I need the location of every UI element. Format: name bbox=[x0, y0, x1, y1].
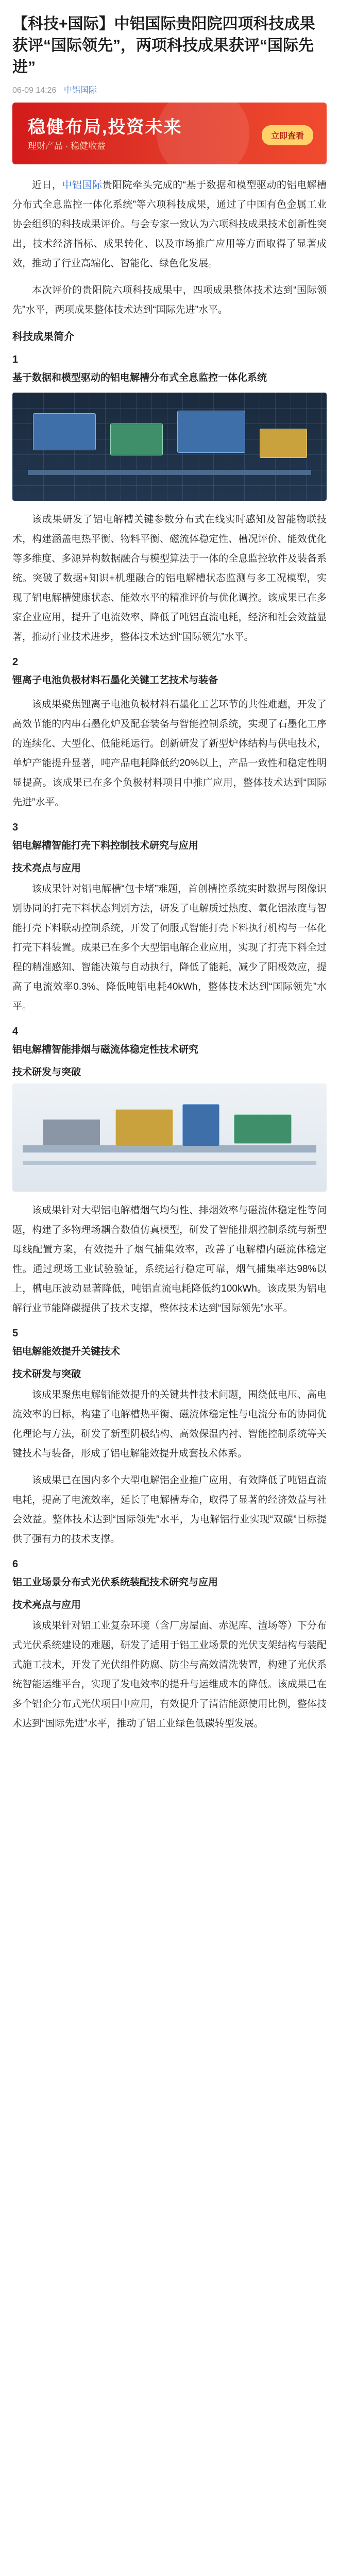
intro-paragraph-2: 本次评价的贵阳院六项科技成果中，四项成果整体技术达到“国际领先”水平，两项成果整体技术达到“国际先进”水平。 bbox=[12, 285, 327, 315]
article-meta bbox=[12, 83, 327, 95]
section-number-2: 2 bbox=[12, 656, 19, 668]
article-title: 【科技+国际】中铝国际贵阳院四项科技成果获评“国际领先”，两项科技成果获评“国际先进” bbox=[12, 15, 315, 76]
ad-banner[interactable] bbox=[12, 103, 327, 164]
section-number-1: 1 bbox=[12, 354, 19, 365]
section-number-3: 3 bbox=[12, 822, 19, 833]
section-heading-6: 铝工业场景分布式光伏系统装配技术研究与应用 bbox=[12, 1577, 218, 1588]
section-5-subheading: 技术研发与突破 bbox=[12, 1369, 81, 1380]
section-6-subheading: 技术亮点与应用 bbox=[12, 1600, 81, 1611]
section-3-subheading: 技术亮点与应用 bbox=[12, 863, 81, 874]
section-heading-1: 基于数据和模型驱动的铝电解槽分布式全息监控一体化系统 bbox=[12, 372, 267, 383]
section-5-paragraph-1: 该成果聚焦电解铝能效提升的关键共性技术问题，围绕低电压、高电流效率的目标，构建了电解槽热平衡、磁流体稳定性与电流分布的协同优化理论与方法，研发了新型阴极结构、高效保温内衬、智能控制系统等关键技术与装备，形成了铝电解能效提升成套技术体系。 bbox=[12, 1389, 327, 1459]
section-4-image bbox=[12, 1083, 327, 1192]
banner-headline: 稳健布局,投资未来 bbox=[28, 117, 182, 137]
banner-subline: 理财产品 · 稳健收益 bbox=[28, 141, 106, 151]
source-link[interactable]: 中铝国际 bbox=[63, 86, 97, 95]
section-number-6: 6 bbox=[12, 1558, 19, 1570]
section-6-paragraph-1: 该成果针对铝工业复杂环境（含厂房屋面、赤泥库、渣场等）下分布式光伏系统建设的难题，研发了适用于铝工业场景的光伏支架结构与装配式施工技术，开发了光伏组件防腐、防尘与高效清洗装置，构建了光伏系统智能运维平台，实现了发电效率的提升与运维成本的降低。该成果已在多个铝企分布式光伏项目中应用，有效提升了清洁能源使用比例，整体技术达到“国际先进”水平，推动了铝工业绿色低碳转型发展。 bbox=[12, 1620, 327, 1729]
section-4-paragraph-1: 该成果针对大型铝电解槽烟气均匀性、排烟效率与磁流体稳定性等问题，构建了多物理场耦合数值仿真模型，研发了智能排烟控制系统与新型母线配置方案，有效提升了烟气捕集效率，改善了电解槽内磁流体稳定性。通过现场工业试验验证，系统运行稳定可靠，烟气捕集率达98%以上，槽电压波动显著降低，吨铝直流电耗降低约100kWh。该成果为铝电解行业节能降碳提供了技术支撑，整体技术达到“国际领先”水平。 bbox=[12, 1205, 327, 1314]
section-3-paragraph-1: 该成果针对铝电解槽“包卡堵”难题，首创槽控系统实时数据与图像识别协同的打壳下料状态判别方法，研发了电解质过热度、氧化铝浓度与智能打壳下料联动控制系统，开发了伺服式智能打壳下料执行机构与一体化打壳下料装置。成果已在多个大型铝电解企业应用，实现了打壳下料全过程的精准感知、智能决策与自动执行，降低了能耗，减少了阳极效应，提高了电流效率0.3%、降低吨铝电耗40kWh，整体技术达到“国际领先”水平。 bbox=[12, 884, 327, 1012]
publish-date: 06-09 14:26 bbox=[12, 86, 57, 95]
banner-cta-button[interactable]: 立即查看 bbox=[262, 125, 313, 145]
section-5-paragraph-2: 该成果已在国内多个大型电解铝企业推广应用，有效降低了吨铝直流电耗，提高了电流效率，延长了电解槽寿命，取得了显著的经济效益与社会效益。整体技术达到“国际领先”水平，为电解铝行业实现“双碳”目标提供了强有力的技术支撑。 bbox=[12, 1475, 327, 1545]
results-heading: 科技成果简介 bbox=[12, 331, 74, 343]
section-heading-2: 锂离子电池负极材料石墨化关键工艺技术与装备 bbox=[12, 675, 218, 686]
section-1-image bbox=[12, 393, 327, 501]
section-4-subheading: 技术研发与突破 bbox=[12, 1067, 81, 1078]
section-1-paragraph-1: 该成果研发了铝电解槽关键参数分布式在线实时感知及智能物联技术，构建涵盖电热平衡、物料平衡、磁流体稳定性、槽况评价、能效优化等多维度、多源异构数据融合与模型算法于一体的全息监控软件及装备系统。突破了数据+知识+机理融合的铝电解槽状态监测与多工况模型，实现了铝电解槽健康状态、能效水平的精准评价与优化调控。该成果已在多家企业应用，提升了电流效率、降低了吨铝直流电耗，经济和社会效益显著，推动行业技术进步，整体技术达到“国际领先”水平。 bbox=[12, 514, 327, 642]
section-heading-4: 铝电解槽智能排烟与磁流体稳定性技术研究 bbox=[12, 1044, 199, 1055]
company-link[interactable]: 中铝国际 bbox=[62, 180, 103, 191]
intro-text-b: 贵阳院牵头完成的“基于数据和模型驱动的铝电解槽分布式全息监控一体化系统”等六项科技成果，通过了中国有色金属工业协会组织的科技成果评价。与会专家一致认为六项科技成果技术创新性突出，技术经济指标、成果转化、以及市场推广应用等方面取得了显著成效，推动了行业高端化、智能化、绿色化发展。 bbox=[12, 180, 327, 269]
section-number-5: 5 bbox=[12, 1328, 19, 1339]
section-2-paragraph-1: 该成果聚焦锂离子电池负极材料石墨化工艺环节的共性难题，开发了高效节能的内串石墨化炉及配套装备与智能控制系统，实现了石墨化工序的连续化、大型化、低能耗运行。创新研发了新型炉体结构与供电技术，单炉产能提升显著，吨产品电耗降低约20%以上，产品一致性和稳定性明显提高。该成果已在多个负极材料项目中推广应用，整体技术达到“国际先进”水平。 bbox=[12, 699, 327, 808]
section-heading-3: 铝电解槽智能打壳下料控制技术研究与应用 bbox=[12, 840, 199, 851]
article-content bbox=[0, 13, 339, 1734]
intro-text-a: 近日， bbox=[32, 180, 62, 191]
section-heading-5: 铝电解能效提升关键技术 bbox=[12, 1346, 121, 1357]
intro-paragraph-1 bbox=[12, 176, 327, 274]
section-number-4: 4 bbox=[12, 1026, 19, 1037]
